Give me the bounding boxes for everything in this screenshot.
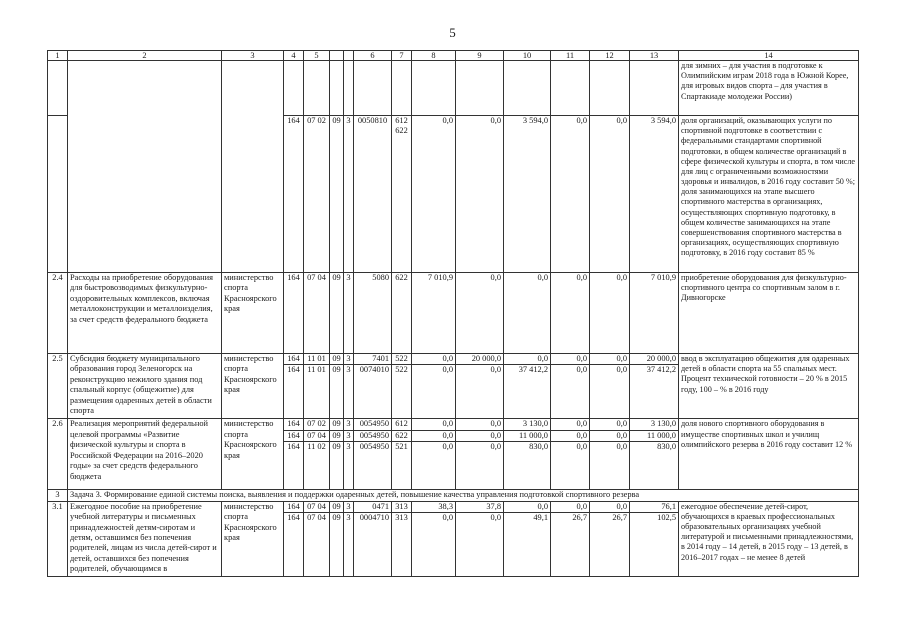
value-total: 76,1	[630, 501, 679, 512]
program-table	[47, 50, 859, 577]
table-row	[48, 61, 859, 116]
program-code: 09	[330, 273, 344, 354]
responsible: министерство спорта Красноярского края	[222, 419, 284, 490]
value-2014: 0,0	[412, 365, 456, 419]
subprogram-code: 3	[344, 116, 354, 273]
program-code: 09	[330, 419, 344, 430]
section-code: 11 02	[304, 442, 330, 490]
item-number: 2.4	[48, 273, 68, 354]
value-2018: 26,7	[590, 513, 630, 577]
header-cell: 8	[412, 51, 456, 61]
item-name: Реализация мероприятий федеральной целевой программы «Развитие физической культуры и спорта в Российской Федерации на 2016–2020 годы» за счет средств федерального бюджета	[68, 419, 222, 490]
section-code: 07 02	[304, 419, 330, 430]
value-2015: 0,0	[456, 116, 504, 273]
value-2014: 0,0	[412, 116, 456, 273]
header-cell	[344, 51, 354, 61]
program-code: 09	[330, 365, 344, 419]
target-article: 0054950	[354, 419, 392, 430]
value-2016: 0,0	[504, 273, 551, 354]
target-article: 0004710	[354, 513, 392, 577]
item-number: 2.6	[48, 419, 68, 490]
subprogram-code: 3	[344, 430, 354, 441]
gr-code: 164	[284, 442, 304, 490]
header-cell: 3	[222, 51, 284, 61]
item-number: 3.1	[48, 501, 68, 576]
program-code: 09	[330, 430, 344, 441]
header-cell: 2	[68, 51, 222, 61]
result-text: доля организаций, оказывающих услуги по спортивной подготовке в соответствии с федеральными стандартами спортивной подготовки, в общем количестве организаций в сфере физической культуры и спорта, в том числе для лиц с ограниченными возможностями здоровья и инвалидов, в 2016 году составит 50 %; доля занимающихся на этапе высшего спортивного мастерства в организациях, осуществляющих спортивную подготовку, в общем количестве занимающихся на этапе совершенствования спортивного мастерства в организациях, осуществляющих спортивную подготовку, в 2016 году составит 85 %	[679, 116, 859, 273]
value-total: 11 000,0	[630, 430, 679, 441]
header-cell: 11	[551, 51, 590, 61]
page-number: 5	[449, 25, 456, 40]
value-2014: 0,0	[412, 354, 456, 365]
value-2017: 0,0	[551, 354, 590, 365]
expense-type: 612 622	[392, 116, 412, 273]
value-2017: 0,0	[551, 430, 590, 441]
value-2017: 0,0	[551, 116, 590, 273]
program-code: 09	[330, 501, 344, 512]
target-article: 0074010	[354, 365, 392, 419]
item-name: Ежегодное пособие на приобретение учебной литературы и письменных принадлежностей детям-сиротам и детям, оставшимся без попечения родителей, лицам из числа детей-сирот и детей, оставшихся без попечения родителей, обучающимся в	[68, 501, 222, 576]
value-2016: 0,0	[504, 354, 551, 365]
header-cell: 12	[590, 51, 630, 61]
target-article: 5080	[354, 273, 392, 354]
item-number: 3	[48, 490, 68, 501]
header-cell: 13	[630, 51, 679, 61]
value-2014: 0,0	[412, 419, 456, 430]
value-2015: 0,0	[456, 273, 504, 354]
program-code: 09	[330, 354, 344, 365]
subprogram-code: 3	[344, 354, 354, 365]
section-code: 11 01	[304, 365, 330, 419]
target-article: 0050810	[354, 116, 392, 273]
value-total: 3 130,0	[630, 419, 679, 430]
header-cell: 4	[284, 51, 304, 61]
result-text: для зимних – для участия в подготовке к Олимпийским играм 2018 года в Южной Корее, для игровых видов спорта – для участия в Спартакиаде молодежи России)	[679, 61, 859, 116]
value-total: 20 000,0	[630, 354, 679, 365]
target-article: 0054950	[354, 430, 392, 441]
expense-type: 313	[392, 513, 412, 577]
value-total: 830,0	[630, 442, 679, 490]
expense-type: 522	[392, 365, 412, 419]
item-name: Расходы на приобретение оборудования для быстровозводимых физкультурно-оздоровительных комплексов, включая металлоконструкции и металлоизделия, за счет средств федерального бюджета	[68, 273, 222, 354]
responsible: министерство спорта Красноярского края	[222, 501, 284, 576]
gr-code: 164	[284, 513, 304, 577]
value-2014: 7 010,9	[412, 273, 456, 354]
value-2016: 830,0	[504, 442, 551, 490]
expense-type: 612	[392, 419, 412, 430]
subprogram-code: 3	[344, 273, 354, 354]
value-2016: 3 130,0	[504, 419, 551, 430]
value-2017: 0,0	[551, 365, 590, 419]
header-cell: 7	[392, 51, 412, 61]
value-2014: 0,0	[412, 442, 456, 490]
value-2018: 0,0	[590, 419, 630, 430]
gr-code: 164	[284, 365, 304, 419]
value-2016: 3 594,0	[504, 116, 551, 273]
value-2016: 49,1	[504, 513, 551, 577]
value-2016: 11 000,0	[504, 430, 551, 441]
gr-code: 164	[284, 430, 304, 441]
value-2015: 0,0	[456, 365, 504, 419]
result-text: ежегодное обеспечение детей-сирот, обучающихся в краевых профессиональных образовательных организациях учебной литературой и письменными принадлежностями, в 2014 году – 14 детей, в 2015 году – 13 детей, в 2016–2017 годах – не менее 8 детей	[679, 501, 859, 576]
value-2017: 0,0	[551, 419, 590, 430]
responsible: министерство спорта Красноярского края	[222, 273, 284, 354]
value-2015: 37,8	[456, 501, 504, 512]
subprogram-code: 3	[344, 365, 354, 419]
result-text: доля нового спортивного оборудования в имуществе спортивных школ и училищ олимпийского резерва в 2016 году составит 12 %	[679, 419, 859, 490]
program-code: 09	[330, 513, 344, 577]
responsible: министерство спорта Красноярского края	[222, 354, 284, 419]
table-row	[48, 273, 859, 354]
table-row	[48, 419, 859, 430]
header-cell: 5	[304, 51, 330, 61]
subprogram-code: 3	[344, 513, 354, 577]
value-2016: 0,0	[504, 501, 551, 512]
header-cell: 9	[456, 51, 504, 61]
expense-type: 521	[392, 442, 412, 490]
gr-code: 164	[284, 273, 304, 354]
result-text: ввод в эксплуатацию общежития для одаренных детей в области спорта на 55 спальных мест. Процент технической готовности – 20 % в 2015 году, 100 – % в 2016 году	[679, 354, 859, 419]
value-2015: 20 000,0	[456, 354, 504, 365]
value-2018: 0,0	[590, 365, 630, 419]
value-2018: 0,0	[590, 442, 630, 490]
section-code: 07 04	[304, 430, 330, 441]
table-row	[48, 501, 859, 512]
value-2014: 0,0	[412, 430, 456, 441]
expense-type: 313	[392, 501, 412, 512]
subprogram-code: 3	[344, 501, 354, 512]
section-code: 07 04	[304, 513, 330, 577]
value-2015: 0,0	[456, 419, 504, 430]
value-2017: 0,0	[551, 442, 590, 490]
expense-type: 622	[392, 273, 412, 354]
value-2017: 26,7	[551, 513, 590, 577]
header-row	[48, 51, 859, 61]
gr-code: 164	[284, 116, 304, 273]
value-2015: 0,0	[456, 430, 504, 441]
gr-code: 164	[284, 354, 304, 365]
target-article: 7401	[354, 354, 392, 365]
value-2017: 0,0	[551, 501, 590, 512]
gr-code: 164	[284, 419, 304, 430]
expense-type: 522	[392, 354, 412, 365]
section-code: 07 04	[304, 273, 330, 354]
subprogram-code: 3	[344, 419, 354, 430]
item-number: 2.5	[48, 354, 68, 419]
program-code: 09	[330, 442, 344, 490]
task-row	[48, 490, 859, 501]
value-2016: 37 412,2	[504, 365, 551, 419]
value-2014: 38,3	[412, 501, 456, 512]
header-cell: 14	[679, 51, 859, 61]
program-code: 09	[330, 116, 344, 273]
value-2018: 0,0	[590, 354, 630, 365]
target-article: 0054950	[354, 442, 392, 490]
value-total: 3 594,0	[630, 116, 679, 273]
section-code: 11 01	[304, 354, 330, 365]
expense-type: 622	[392, 430, 412, 441]
value-2018: 0,0	[590, 501, 630, 512]
value-total: 7 010,9	[630, 273, 679, 354]
value-2015: 0,0	[456, 442, 504, 490]
table-row	[48, 354, 859, 365]
result-text: приобретение оборудования для физкультурно-спортивного центра со спортивным залом в г. Дивногорске	[679, 273, 859, 354]
task-title: Задача 3. Формирование единой системы поиска, выявления и поддержки одаренных детей, повышение качества управления подготовкой спортивного резерва	[68, 490, 859, 501]
subprogram-code: 3	[344, 442, 354, 490]
value-2018: 0,0	[590, 273, 630, 354]
value-total: 37 412,2	[630, 365, 679, 419]
gr-code: 164	[284, 501, 304, 512]
value-2018: 0,0	[590, 116, 630, 273]
item-name: Субсидия бюджету муниципального образования город Зеленогорск на реконструкцию нежилого здания под спальный корпус (общежитие) для размещения одаренных детей в области спорта	[68, 354, 222, 419]
value-total: 102,5	[630, 513, 679, 577]
header-cell: 6	[354, 51, 392, 61]
header-cell: 10	[504, 51, 551, 61]
value-2014: 0,0	[412, 513, 456, 577]
header-cell	[330, 51, 344, 61]
value-2018: 0,0	[590, 430, 630, 441]
header-cell: 1	[48, 51, 68, 61]
value-2017: 0,0	[551, 273, 590, 354]
value-2015: 0,0	[456, 513, 504, 577]
target-article: 0471	[354, 501, 392, 512]
section-code: 07 04	[304, 501, 330, 512]
section-code: 07 02	[304, 116, 330, 273]
